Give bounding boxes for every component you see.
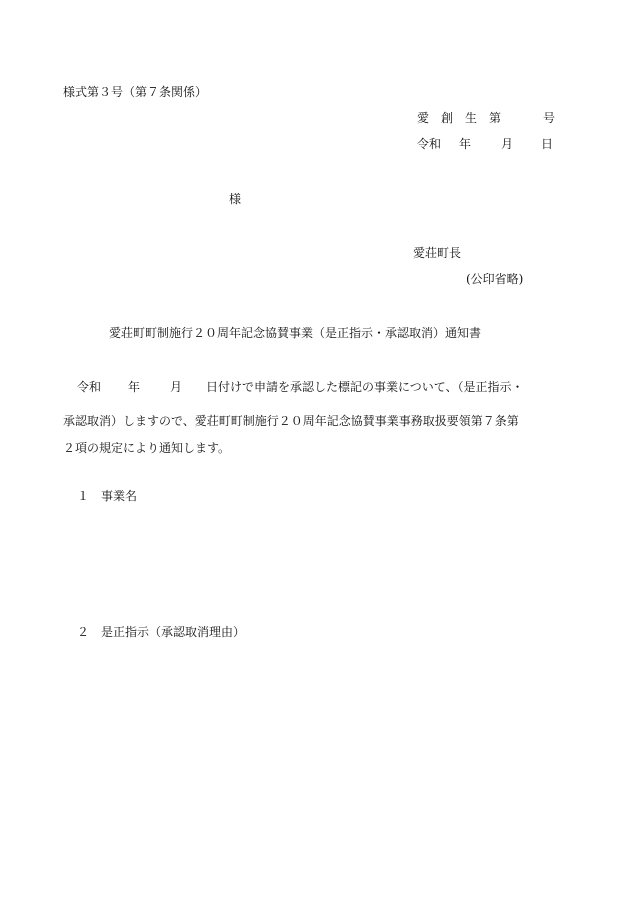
item-1-number: １: [77, 489, 90, 503]
date-day: 日: [541, 137, 554, 151]
body-year: 年: [128, 380, 141, 394]
body-line-2: 承認取消）しますので、愛荘町町制施行２０周年記念協賛事業事務取扱要領第７条第: [63, 414, 519, 428]
doc-number-char-4: 第: [489, 111, 502, 125]
document-title: 愛荘町町制施行２０周年記念協賛事業（是正指示・承認取消）通知書: [109, 326, 482, 340]
issuer-title: 愛荘町長: [413, 246, 462, 260]
doc-number-char-3: 生: [465, 111, 478, 125]
doc-number-suffix: 号: [543, 111, 556, 125]
body-era: 令和: [77, 380, 102, 394]
body-line-1-rest: 日付けで申請を承認した標記の事業について、（是正指示・: [206, 380, 524, 394]
date-era: 令和: [417, 137, 442, 151]
seal-omitted-note: (公印省略): [466, 272, 524, 286]
body-paragraph: [63, 381, 563, 462]
doc-number-char-2: 創: [441, 111, 454, 125]
doc-number-char-1: 愛: [417, 111, 430, 125]
date-month: 月: [501, 137, 514, 151]
recipient-suffix: 様: [229, 192, 242, 206]
date-year: 年: [459, 137, 472, 151]
item-2-number: ２: [77, 625, 90, 639]
item-1-label: 事業名: [101, 489, 138, 503]
item-2-label: 是正指示（承認取消理由）: [101, 625, 246, 639]
body-line-1: [63, 381, 563, 408]
body-month: 月: [170, 380, 183, 394]
body-line-3: ２項の規定により通知します。: [63, 441, 231, 455]
form-id: 様式第３号（第７条関係）: [63, 85, 208, 99]
